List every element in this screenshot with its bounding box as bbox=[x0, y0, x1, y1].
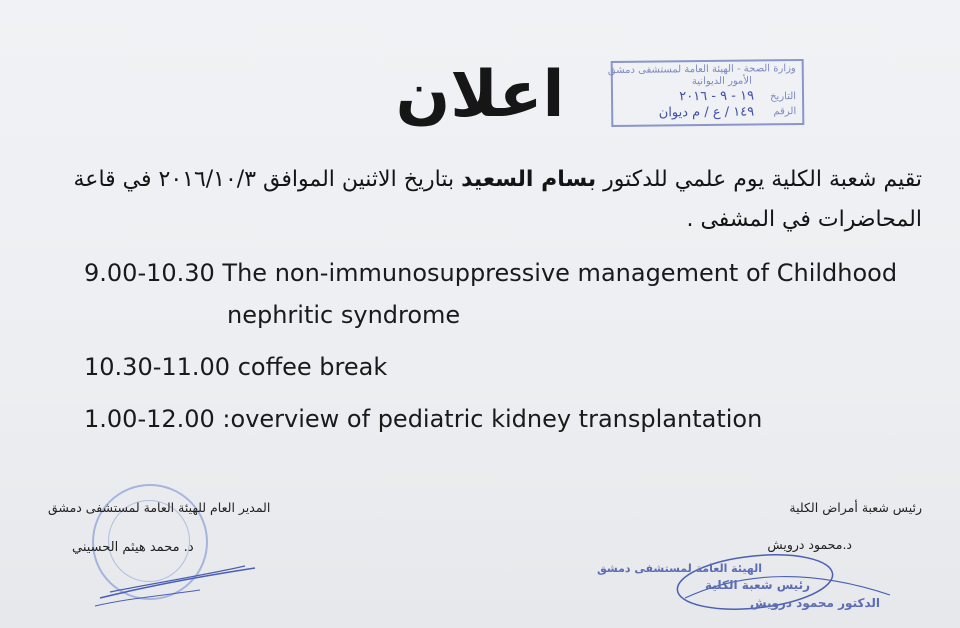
announcement-intro: تقيم شعبة الكلية يوم علمي للدكتور bbox=[596, 167, 922, 192]
schedule-item-1: 9.00-10.30 The non-immunosuppressive management of Childhood bbox=[84, 259, 898, 287]
right-signatory-title: رئيس شعبة أمراض الكلية bbox=[789, 500, 922, 515]
left-signature-scribble bbox=[80, 548, 280, 618]
announcement-line-1 bbox=[32, 160, 922, 200]
stamp-ref-value: ١٤٩ / ع / م ديوان bbox=[658, 104, 755, 121]
announcement-title: اعلان bbox=[395, 58, 565, 132]
schedule-item-3: 1.00-12.00 :overview of pediatric kidney transplantation bbox=[84, 405, 763, 433]
office-stamp bbox=[607, 59, 805, 127]
schedule-item-1-cont: nephritic syndrome bbox=[227, 301, 461, 329]
right-stamp-line-3: الدكتور محمود درويش bbox=[749, 596, 880, 610]
left-signatory-title: المدير العام للهيئة العامة لمستشفى دمشق bbox=[48, 500, 271, 515]
right-signatory-name: د.محمود درويش bbox=[767, 537, 852, 552]
stamp-org: وزارة الصحة - الهيئة العامة لمستشفى دمشق bbox=[607, 63, 796, 77]
right-stamp-line-1: الهيئة العامة لمستشفى دمشق bbox=[596, 562, 762, 575]
right-stamp-line-2: رئيس شعبة الكلية bbox=[704, 578, 810, 592]
left-signatory-name: د. محمد هيثم الحسيني bbox=[72, 540, 194, 555]
schedule-item-2: 10.30-11.00 coffee break bbox=[84, 353, 388, 381]
stamp-date-label: التاريخ bbox=[770, 91, 797, 103]
announcement-line-2: المحاضرات في المشفى . bbox=[686, 207, 922, 232]
doctor-name: بسام السعيد bbox=[461, 167, 597, 192]
announcement-date-venue: بتاريخ الاثنين الموافق ٢٠١٦/١٠/٣ في قاعة bbox=[73, 167, 462, 192]
stamp-date-value: ١٩ - ٩ - ٢٠١٦ bbox=[679, 88, 755, 105]
stamp-ref-label: الرقم bbox=[773, 106, 797, 118]
stamp-dept: الأمور الديوانية bbox=[691, 75, 752, 88]
